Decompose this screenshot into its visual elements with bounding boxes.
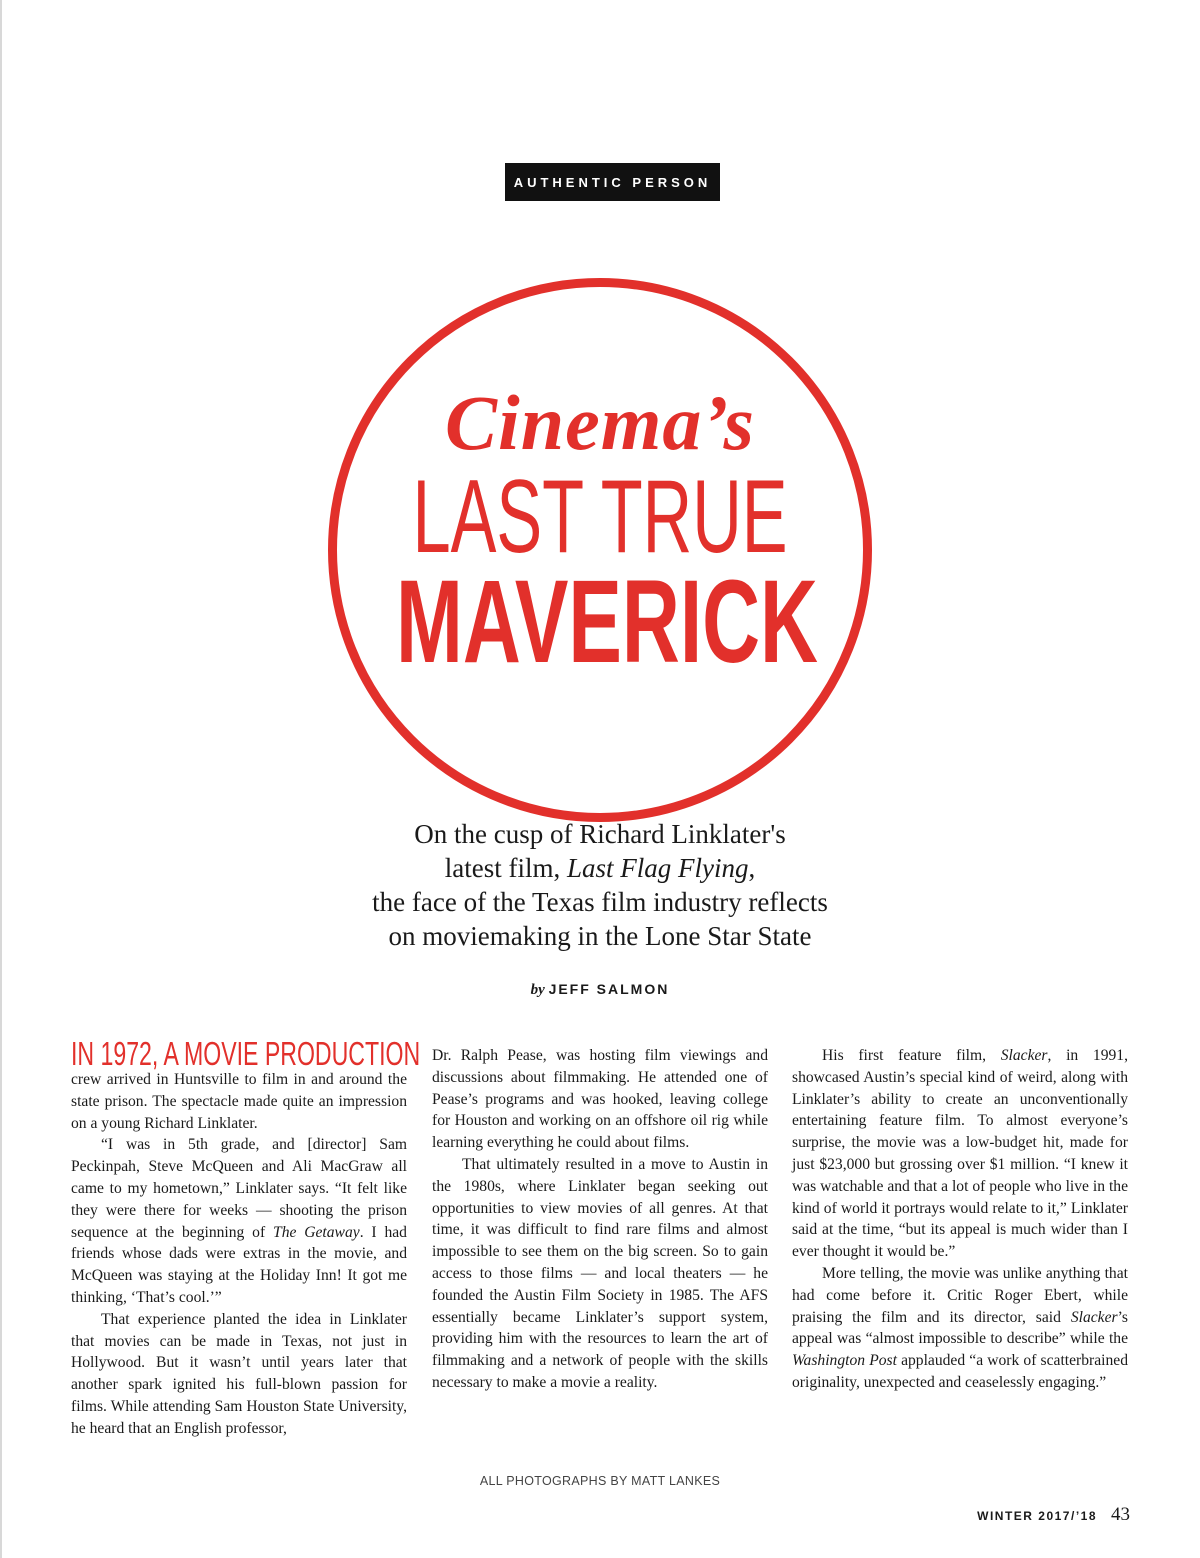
paragraph-1: crew arrived in Huntsville to film in and around the state prison. The spectacle made quite an impression on a young Richard Linklater.	[71, 1071, 407, 1132]
paragraph-2-italic: The Getaway	[273, 1223, 360, 1241]
dek-line-2-pre: latest film,	[444, 853, 567, 883]
byline	[400, 978, 800, 1001]
paragraph-2-b: . I had friends whose dads were extras in the movie, and McQueen was staying at the Holiday Inn! It got me thinking, ‘That’s cool.’”	[71, 1223, 407, 1306]
film-title: Last Flag Flying	[566, 853, 749, 883]
paragraph-6-b: , in 1991, showcased Austin’s special kind of weird, along with Linklater’s ability to create an unconventionally entertaining feature film. To almost everyone’s surprise, the movie was a low-budget hit, made for just $23,000 but grossing over $1 million. “I knew it was watchable and that a lot of people who live in the kind of world it portrays would relate to it,” Linklater said at the time, “but its appeal is much wider than I ever thought it would be.”	[792, 1047, 1128, 1261]
paragraph-6	[792, 1045, 1128, 1263]
headline-line-2: LAST TRUE	[412, 459, 788, 575]
byline-author: JEFF SALMON	[548, 981, 670, 997]
dek-line-2	[300, 851, 900, 885]
paragraph-7-italic-2: Washington Post	[792, 1352, 897, 1370]
page-number: 43	[1111, 1504, 1130, 1525]
paragraph-7-b: ’s appeal was “almost impossible to describe” while the	[792, 1308, 1128, 1348]
headline-line-3: MAVERICK	[396, 556, 819, 688]
paragraph-6-italic: Slacker	[1000, 1047, 1048, 1064]
dek-line-3: the face of the Texas film industry reflects	[372, 887, 828, 917]
photo-credit: ALL PHOTOGRAPHS BY MATT LANKES	[479, 1474, 721, 1488]
paragraph-2	[71, 1134, 407, 1308]
dek-line-2-post: ,	[748, 853, 756, 883]
body-column-2	[432, 1045, 768, 1394]
byline-by: by	[530, 982, 545, 998]
lead-in: IN 1972, A MOVIE PRODUCTION	[71, 1035, 421, 1072]
paragraph-3: That experience planted the idea in Linklater that movies can be made in Texas, not just in Hollywood. But it wasn’t until years later that another spark ignited his full-blown passion for films. While attending Sam Houston State University, he heard that an English professor,	[71, 1310, 407, 1437]
headline-line-1: Cinema’s	[445, 379, 755, 466]
paragraph-7-italic-1: Slacker	[1070, 1308, 1118, 1326]
dek-line-1: On the cusp of Richard Linklater's	[414, 819, 786, 849]
body-column-1	[71, 1035, 421, 1440]
paragraph-7	[792, 1263, 1128, 1394]
paragraph-4: Dr. Ralph Pease, was hosting film viewings and discussions about filmmaking. He attended one of Pease’s programs and was hooked, leaving college for Houston and working on an offshore oil rig while learning everything he could about films.	[432, 1047, 768, 1152]
section-label: AUTHENTIC PERSON	[505, 163, 720, 201]
page-edge	[0, 0, 2, 1558]
issue-date: WINTER 2017/’18	[977, 1509, 1097, 1523]
body-column-3	[792, 1045, 1128, 1394]
paragraph-7-c: applauded “a work of scatterbrained originality, unexpected and ceaselessly engaging.”	[792, 1352, 1128, 1391]
paragraph-5: That ultimately resulted in a move to Austin in the 1980s, where Linklater began seeking out opportunities to view movies of all genres. At that time, it was difficult to find rare films and almost impossible to see them on the big screen. So to gain access to those films — and local theaters — he founded the Austin Film Society in 1985. The AFS essentially became Linklater’s support system, providing him with the resources to learn the art of filmmaking and a network of people with the skills necessary to make a movie a reality.	[432, 1155, 768, 1391]
dek-line-4: on moviemaking in the Lone Star State	[388, 921, 812, 951]
paragraph-7-a: More telling, the movie was unlike anything that had come before it. Critic Roger Ebert, while praising the film and its director, said	[792, 1264, 1128, 1326]
paragraph-6-a: His first feature film,	[822, 1047, 1001, 1064]
paragraph-2-a: “I was in 5th grade, and [director] Sam Peckinpah, Steve McQueen and Ali MacGraw all came to my hometown,” Linklater says. “It felt like they were there for weeks — shooting the prison sequence at the beginning of	[71, 1136, 407, 1241]
folio	[977, 1504, 1130, 1526]
dek	[300, 817, 900, 953]
